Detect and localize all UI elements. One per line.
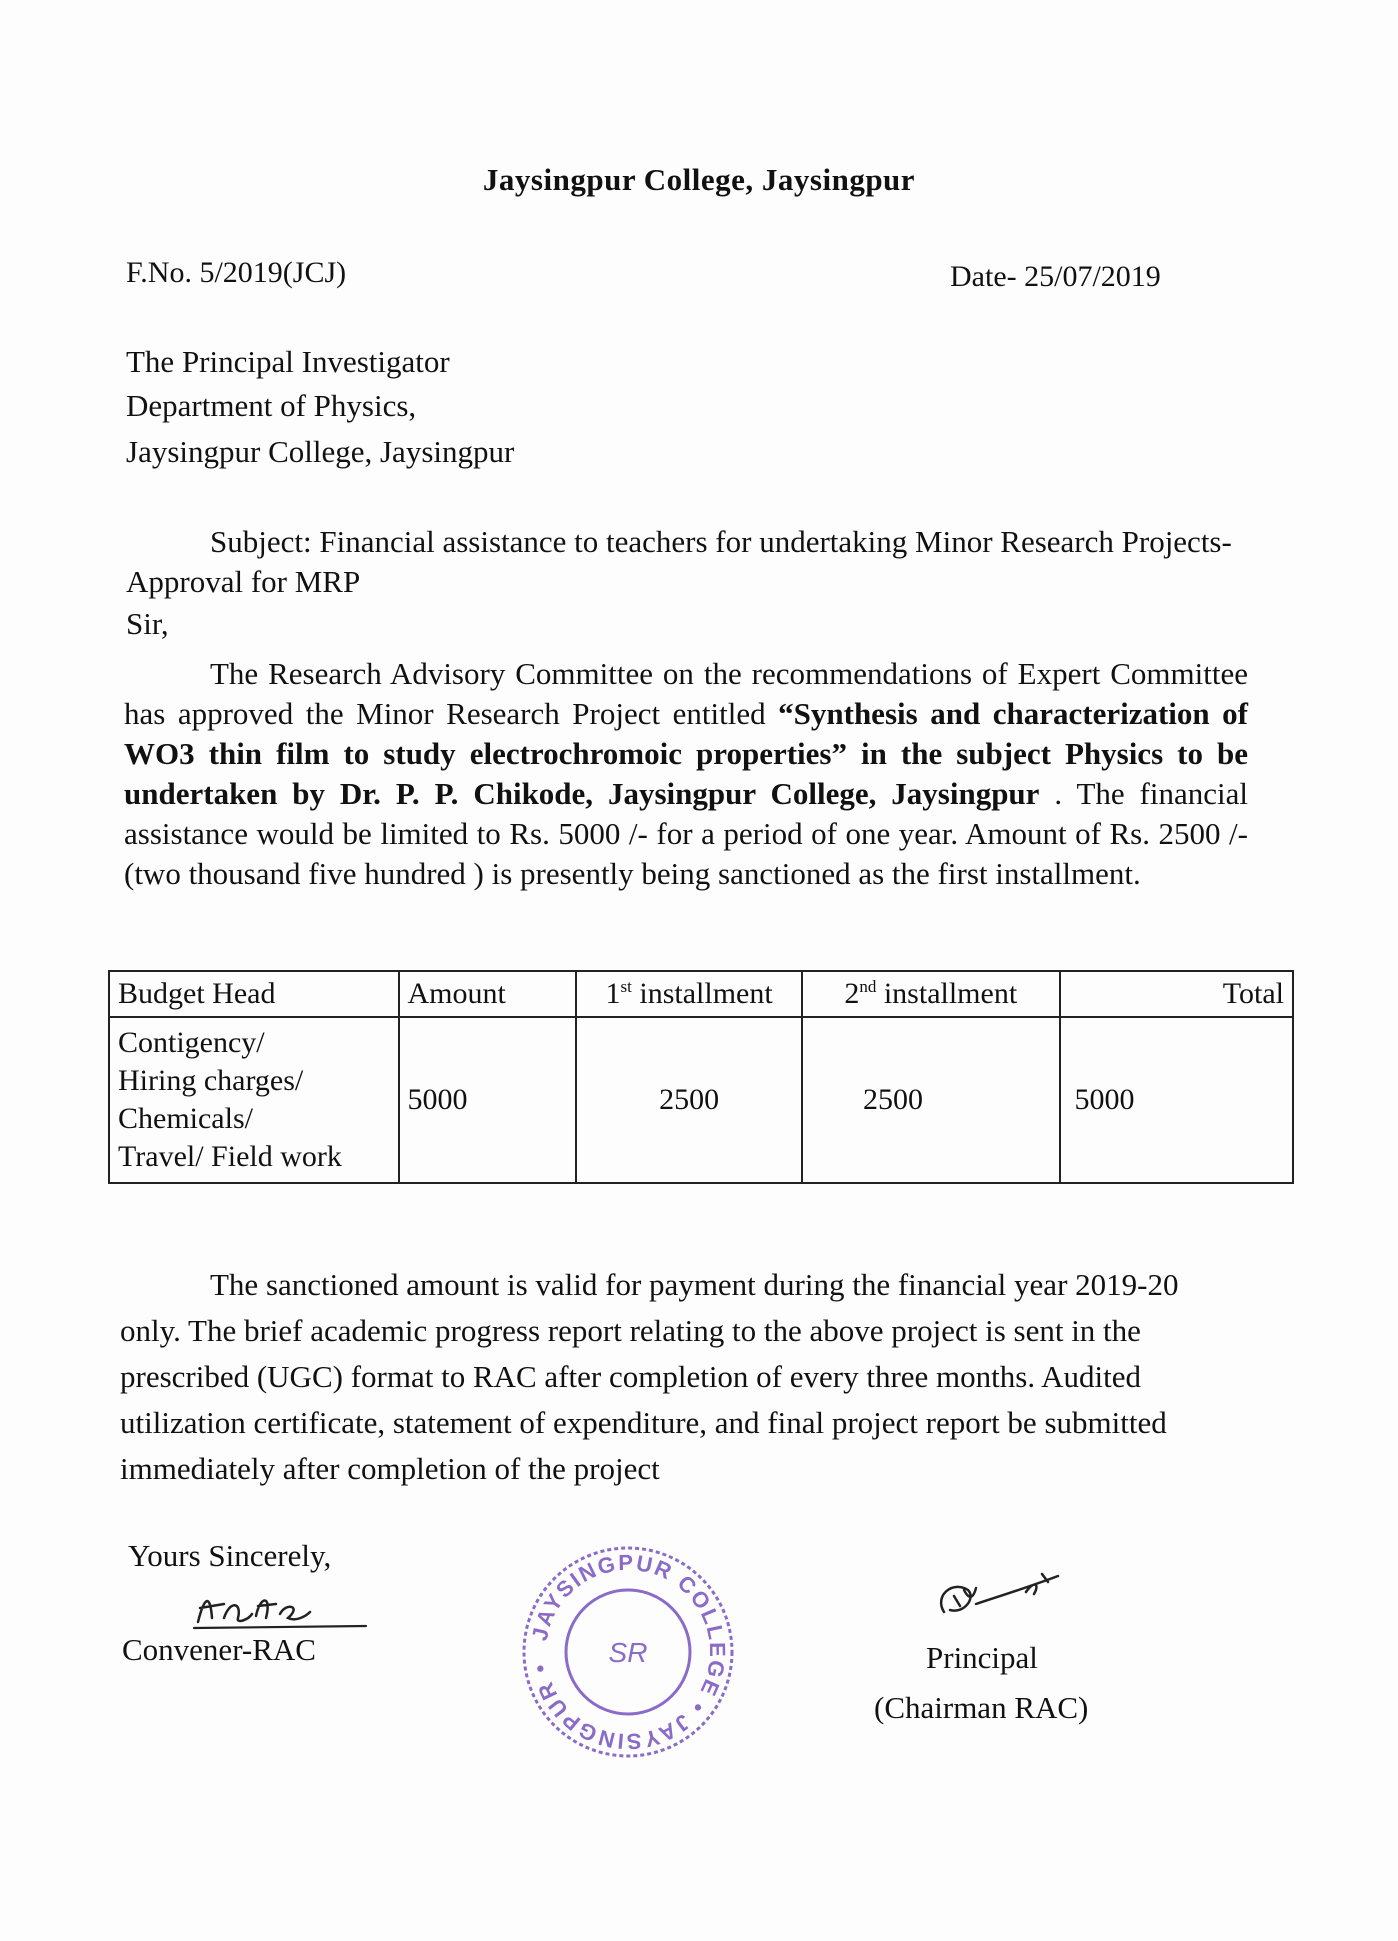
subject-text: Subject: Financial assistance to teachers for undertaking Minor Research Projects- Approval for MRP [126, 524, 1232, 599]
file-number: F.No. 5/2019(JCJ) [126, 256, 347, 289]
cell-budget-head: Contigency/ Hiring charges/ Chemicals/ Travel/ Field work [109, 1017, 399, 1183]
body2-text: The sanctioned amount is valid for payment during the financial year 2019-20 only. The brief academic progress report relating to the above project is sent in the prescribed (UGC) format to RAC after completion of every three months. Audited utilization certificate, statement of expenditure, and final project report be submitted immediately after completion of the project [120, 1267, 1179, 1486]
body-paragraph-1 [124, 654, 1248, 894]
body1-part1: The Research Advisory Committee on the recommendations of Expert Committee has approved the Minor Research Project entitled [124, 656, 1248, 731]
closing-convener: Convener-RAC [122, 1632, 316, 1667]
cell-second-installment: 2500 [802, 1017, 1060, 1183]
address-line-2: Department of Physics, [126, 388, 417, 423]
body1-part2: . The financial assistance would be limited to Rs. 5000 /- for a period of one year. Amount of Rs. 2500 /- (two thousand five hundred ) is presently being sanctioned as the first installment. [124, 776, 1248, 891]
college-seal [518, 1542, 738, 1762]
cell-first-installment: 2500 [576, 1017, 802, 1183]
body-paragraph-2 [120, 1262, 1244, 1492]
address-line-1: The Principal Investigator [126, 344, 450, 379]
budget-table [108, 970, 1294, 1184]
closing-principal: Principal [926, 1640, 1038, 1675]
header-second-installment: 2nd installment [802, 971, 1060, 1017]
project-title: “Synthesis and characterization of WO3 thin film to study electrochromoic properties” in the subject Physics to be undertaken by Dr. P. P. Chikode, Jaysingpur College, Jaysingpur [124, 696, 1248, 811]
table-row [109, 1017, 1293, 1183]
letter-date: Date- 25/07/2019 [950, 260, 1161, 293]
header-first-installment: 1st installment [576, 971, 802, 1017]
college-title: Jaysingpur College, Jaysingpur [482, 162, 916, 197]
table-header-row [109, 971, 1293, 1017]
salutation: Sir, [126, 606, 169, 641]
closing-chairman: (Chairman RAC) [874, 1690, 1089, 1725]
header-total: Total [1060, 971, 1293, 1017]
svg-text:SR: SR [608, 1637, 648, 1668]
svg-text:JAYSINGPUR COLLEGE • JAYSINGPU: JAYSINGPUR COLLEGE • JAYSINGPUR • [526, 1549, 731, 1755]
principal-signature [930, 1566, 1070, 1636]
cell-total: 5000 [1060, 1017, 1293, 1183]
subject-line [126, 522, 1236, 602]
convener-signature [190, 1578, 370, 1638]
closing-yours: Yours Sincerely, [128, 1538, 332, 1573]
header-amount: Amount [399, 971, 577, 1017]
header-budget-head: Budget Head [109, 971, 399, 1017]
cell-amount: 5000 [399, 1017, 577, 1183]
address-line-3: Jaysingpur College, Jaysingpur [126, 434, 515, 469]
